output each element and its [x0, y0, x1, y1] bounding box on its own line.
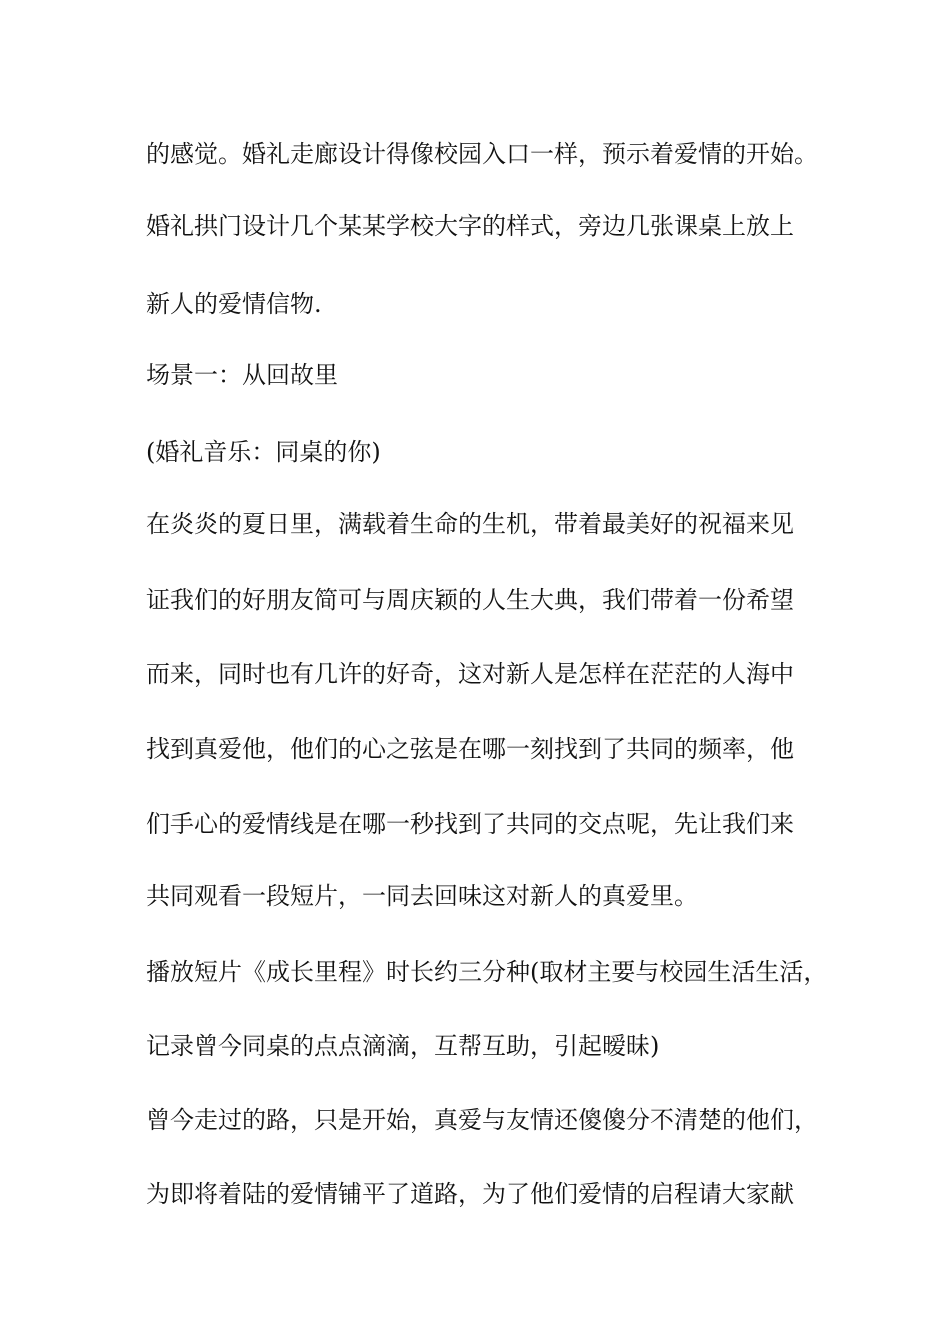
section-heading: 场景一：从回故里: [146, 361, 338, 389]
text-line: 找到真爱他，他们的心之弦是在哪一刻找到了共同的频率，他: [146, 735, 794, 763]
text-line: 证我们的好朋友简可与周庆颖的人生大典，我们带着一份希望: [146, 586, 794, 614]
text-line: 记录曾今同桌的点点滴滴，互帮互助，引起暧昧): [146, 1032, 660, 1060]
text-line: 共同观看一段短片，一同去回味这对新人的真爱里。: [146, 882, 698, 910]
text-line: 曾今走过的路，只是开始，真爱与友情还傻傻分不清楚的他们，: [146, 1106, 818, 1134]
text-line: 播放短片《成长里程》时长约三分种(取材主要与校园生活生活，: [146, 958, 828, 986]
text-line: 为即将着陆的爱情铺平了道路，为了他们爱情的启程请大家献: [146, 1180, 794, 1208]
text-line: 而来，同时也有几许的好奇，这对新人是怎样在茫茫的人海中: [146, 660, 794, 688]
text-line: 婚礼拱门设计几个某某学校大字的样式，旁边几张课桌上放上: [146, 212, 794, 240]
text-line: 们手心的爱情线是在哪一秒找到了共同的交点呢，先让我们来: [146, 810, 794, 838]
text-line: (婚礼音乐：同桌的你): [146, 438, 381, 466]
text-line: 在炎炎的夏日里，满载着生命的生机，带着最美好的祝福来见: [146, 510, 794, 538]
text-line: 新人的爱情信物.: [146, 290, 322, 318]
text-line: 的感觉。婚礼走廊设计得像校园入口一样，预示着爱情的开始。: [146, 140, 818, 168]
